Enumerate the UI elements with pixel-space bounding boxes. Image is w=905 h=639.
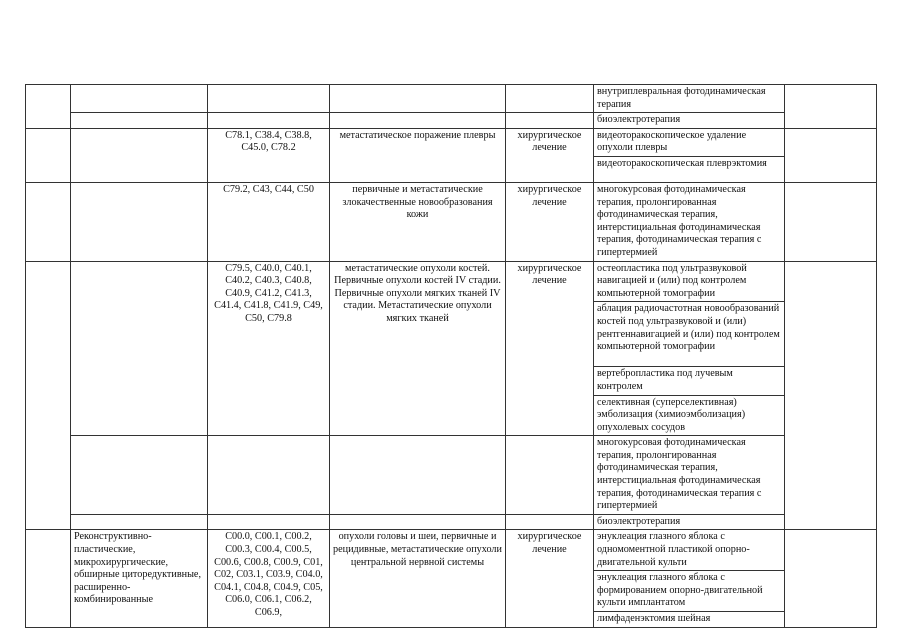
procedure-cell: аблация радиочастотная новообразований костей под ультразвуковой и (или) рентгеннавигацией и (или) под контролем компьютерной томографии xyxy=(594,302,785,367)
procedure-cell: биоэлектротерапия xyxy=(594,514,785,530)
codes-cell: C79.5, C40.0, C40.1, C40.2, C40.3, C40.8, C40.9, C41.2, C41.3, C41.4, C41.8, C41.9, C49, C50, C79.8 xyxy=(208,261,330,436)
treatment-cell xyxy=(506,113,594,129)
condition-cell: первичные и метастатические злокачественные новообразования кожи xyxy=(330,182,506,261)
codes-cell xyxy=(208,514,330,530)
condition-cell: опухоли головы и шеи, первичные и рецидивные, метастатические опухоли центральной нервной системы xyxy=(330,530,506,627)
table-row xyxy=(26,530,877,571)
table-row xyxy=(26,261,877,302)
treatment-cell: хирургическое лечение xyxy=(506,530,594,627)
treatment-cell: хирургическое лечение xyxy=(506,182,594,261)
codes-cell xyxy=(208,85,330,113)
treatment-cell xyxy=(506,514,594,530)
table-row xyxy=(26,113,877,129)
procedure-cell: видеоторакоскопическое удаление опухоли плевры xyxy=(594,128,785,156)
number-cell xyxy=(26,85,71,129)
table-row xyxy=(26,85,877,113)
number-cell xyxy=(26,182,71,261)
procedure-cell: вертебропластика под лучевым контролем xyxy=(594,367,785,395)
treatment-cell xyxy=(506,85,594,113)
procedure-cell: внутриплевральная фотодинамическая терапия xyxy=(594,85,785,113)
group-cell xyxy=(71,261,208,436)
number-cell xyxy=(26,128,71,182)
extra-cell xyxy=(785,182,877,261)
extra-cell xyxy=(785,85,877,129)
condition-cell xyxy=(330,436,506,515)
group-cell xyxy=(71,514,208,530)
condition-cell xyxy=(330,85,506,113)
group-cell xyxy=(71,113,208,129)
codes-cell xyxy=(208,113,330,129)
procedure-cell: остеопластика под ультразвуковой навигацией и (или) под контролем компьютерной томографии xyxy=(594,261,785,302)
number-cell xyxy=(26,261,71,530)
procedure-cell: лимфаденэктомия шейная xyxy=(594,612,785,628)
procedure-cell: энуклеация глазного яблока с одномоментной пластикой опорно-двигательной культи xyxy=(594,530,785,571)
treatment-cell xyxy=(506,436,594,515)
treatment-table xyxy=(25,84,877,628)
procedure-cell: многокурсовая фотодинамическая терапия, пролонгированная фотодинамическая терапия, интерстициальная фотодинамическая терапия, фотодинамическая терапия с гипертермией xyxy=(594,436,785,515)
group-cell: Реконструктивно-пластические, микрохирургические, обширные циторедуктивные, расширенно-комбинированные xyxy=(71,530,208,627)
procedure-cell: видеоторакоскопическая плеврэктомия xyxy=(594,156,785,182)
number-cell xyxy=(26,530,71,627)
condition-cell xyxy=(330,113,506,129)
table-row xyxy=(26,436,877,515)
group-cell xyxy=(71,128,208,182)
procedure-cell: селективная (суперселективная) эмболизация (химиоэмболизация) опухолевых сосудов xyxy=(594,395,785,436)
table-row xyxy=(26,128,877,156)
extra-cell xyxy=(785,128,877,182)
group-cell xyxy=(71,436,208,515)
codes-cell: C78.1, C38.4, C38.8, C45.0, C78.2 xyxy=(208,128,330,182)
procedure-cell: биоэлектротерапия xyxy=(594,113,785,129)
condition-cell: метастатическое поражение плевры xyxy=(330,128,506,182)
codes-cell: C79.2, C43, C44, C50 xyxy=(208,182,330,261)
table-row xyxy=(26,182,877,261)
codes-cell xyxy=(208,436,330,515)
condition-cell: метастатические опухоли костей. Первичные опухоли костей IV стадии. Первичные опухоли мягких тканей IV стадии. Метастатические опухоли мягких тканей xyxy=(330,261,506,436)
codes-cell: C00.0, C00.1, C00.2, C00.3, C00.4, C00.5, C00.6, C00.8, C00.9, C01, C02, C03.1, C03.9, C04.0, C04.1, C04.8, C04.9, C05, C06.0, C06.1, C06.2, C06.9, xyxy=(208,530,330,627)
table-row xyxy=(26,514,877,530)
extra-cell xyxy=(785,261,877,530)
group-cell xyxy=(71,85,208,113)
extra-cell xyxy=(785,530,877,627)
treatment-cell: хирургическое лечение xyxy=(506,128,594,182)
condition-cell xyxy=(330,514,506,530)
group-cell xyxy=(71,182,208,261)
treatment-cell: хирургическое лечение xyxy=(506,261,594,436)
procedure-cell: энуклеация глазного яблока с формированием опорно-двигательной культи имплантатом xyxy=(594,571,785,612)
procedure-cell: многокурсовая фотодинамическая терапия, пролонгированная фотодинамическая терапия, интерстициальная фотодинамическая терапия, фотодинамическая терапия с гипертермией xyxy=(594,182,785,261)
